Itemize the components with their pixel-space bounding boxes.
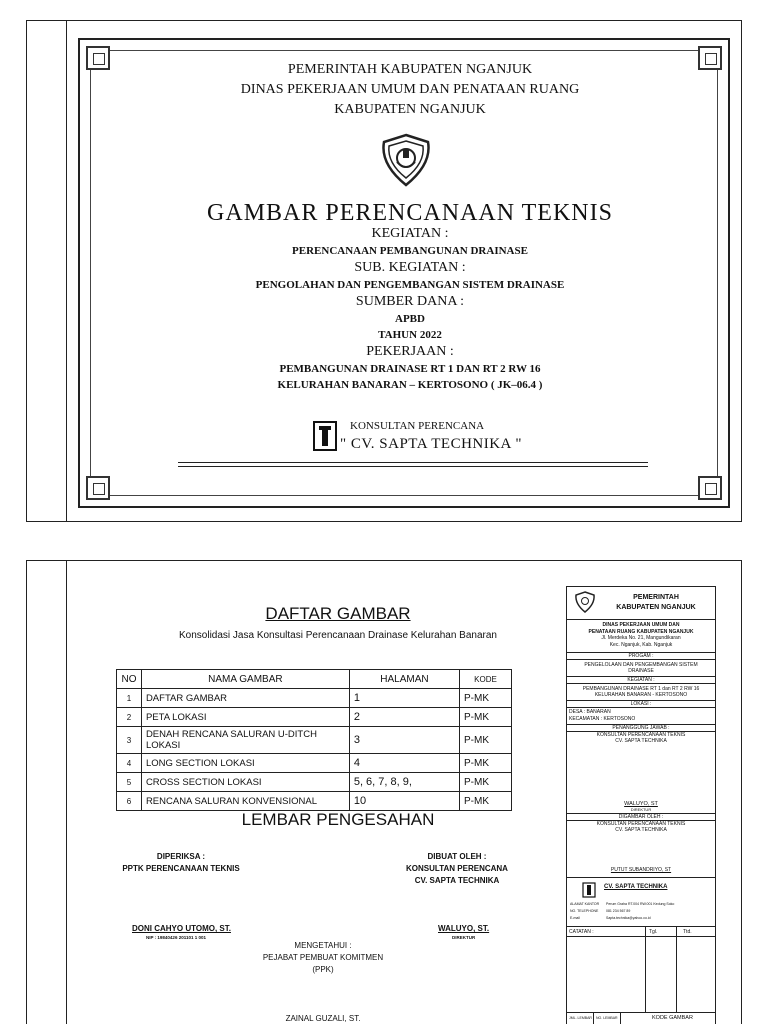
tb-pj-title: DIREKTUR [630, 807, 652, 812]
cell-no: 5 [117, 773, 142, 792]
cover-header-line: DINAS PEKERJAAN UMUM DAN PENATAAN RUANG [240, 82, 580, 97]
sapta-technika-small-icon [582, 882, 596, 898]
table-row [117, 708, 512, 727]
tb-project-info [566, 652, 716, 762]
kegiatan-label: KEGIATAN : [371, 226, 449, 241]
cell-kode: P-MK [460, 792, 512, 811]
tb-gov-line: KABUPATEN NGANJUK [616, 604, 696, 611]
cell-no: 6 [117, 792, 142, 811]
tb-gov-text [600, 593, 712, 613]
cell-kode: P-MK [460, 689, 512, 708]
tb-address-line: Kec. Nganjuk, Kab. Nganjuk [609, 641, 673, 648]
tb-lokasi-label: LOKASI : [566, 700, 716, 708]
checker-role: PPTK PERENCANAAN TEKNIS [122, 864, 240, 873]
tb-program-label: PROGAM : [566, 652, 716, 660]
pekerjaan-label: PEKERJAAN : [366, 344, 454, 359]
cell-halaman: 3 [349, 727, 459, 754]
tb-cv-addr: Perum Graha RT.004 RW.001 Kedung Soko [606, 902, 675, 906]
tb-no-lembar-label: NO. LEMBAR [596, 1016, 618, 1020]
table-header: NAMA GAMBAR [141, 670, 349, 689]
tb-kecamatan: KECAMATAN : KERTOSONO [569, 716, 636, 722]
table-row [117, 689, 512, 708]
tb-pj-sign [566, 801, 716, 833]
tb-column-line [593, 1012, 594, 1024]
daftar-title: DAFTAR GAMBAR [265, 604, 411, 623]
cell-nama: LONG SECTION LOKASI [141, 754, 349, 773]
pekerjaan-line: PEMBANGUNAN DRAINASE RT 1 DAN RT 2 RW 16 [279, 363, 541, 375]
daftar-subtitle: Konsolidasi Jasa Konsultasi Perencanaan Drainase Kelurahan Banaran [179, 630, 497, 641]
konsultan-label: KONSULTAN PERENCANA [350, 420, 485, 432]
table-header: HALAMAN [349, 670, 459, 689]
checker-nip: NIP : 19840426 201101 1 001 [146, 935, 206, 940]
tb-pj-line: CV. SAPTA TECHNIKA [615, 738, 667, 744]
tb-footer [566, 1012, 716, 1024]
cell-no: 4 [117, 754, 142, 773]
binding-margin-line [66, 560, 67, 1024]
cell-nama: DAFTAR GAMBAR [141, 689, 349, 708]
tb-catatan-label: CATATAN : [569, 929, 594, 935]
cover-header-line: PEMERINTAH KABUPATEN NGANJUK [287, 62, 533, 77]
tb-gov-line: PEMERINTAH [633, 594, 679, 601]
cell-nama: RENCANA SALURAN KONVENSIONAL [141, 792, 349, 811]
cell-halaman: 1 [349, 689, 459, 708]
approver-role: (PPK) [312, 965, 334, 974]
binding-margin-line [66, 20, 67, 522]
checker-name: DONI CAHYO UTOMO, ST. [132, 924, 231, 933]
tb-kegiatan-label: KEGIATAN : [566, 676, 716, 684]
tb-pj-name: WALUYO, ST [624, 801, 658, 807]
tb-column-line [620, 1012, 621, 1024]
tb-cv-tel-label: NO. TELEPHONE [570, 909, 599, 913]
table-header-row [117, 670, 512, 689]
cell-kode: P-MK [460, 727, 512, 754]
pekerjaan-line: KELURAHAN BANARAN – KERTOSONO ( JK–06.4 ) [277, 379, 543, 391]
drawing-list-table [116, 669, 512, 811]
tb-pj-line: KONSULTAN PERENCANAAN TEKNIS [596, 732, 686, 738]
tb-address-line: Jl. Merdeka No. 21, Mangundikaran [601, 635, 681, 641]
cell-no: 3 [117, 727, 142, 754]
tb-dg-name: PUTUT SUBANDRIYO, ST [610, 867, 672, 873]
tb-dinas [566, 622, 716, 648]
tb-gov-header [566, 586, 716, 620]
konsultan-name: " CV. SAPTA TECHNIKA " [340, 436, 522, 452]
cell-no: 2 [117, 708, 142, 727]
maker-name: WALUYO, ST. [438, 924, 490, 933]
tb-cv-block [566, 877, 716, 927]
pengesahan-title: LEMBAR PENGESAHAN [241, 810, 435, 829]
kegiatan-value: PERENCANAAN PEMBANGUNAN DRAINASE [292, 245, 528, 257]
tb-catatan-header [566, 927, 716, 937]
table-header: NO [117, 670, 142, 689]
maker-role: KONSULTAN PERENCANA [406, 864, 508, 873]
table-row [117, 792, 512, 811]
tb-tgl-label: Tgl. [649, 929, 658, 935]
tb-dinas-line: DINAS PEKERJAAN UMUM DAN [602, 622, 680, 628]
checker-role: DIPERIKSA : [156, 852, 206, 861]
cell-no: 1 [117, 689, 142, 708]
sumber-dana-label: SUMBER DANA : [355, 294, 465, 309]
cell-nama: CROSS SECTION LOKASI [141, 773, 349, 792]
tb-cv-tel: 081 234 567 89 [606, 909, 631, 913]
checker-block [96, 851, 266, 875]
tahun-value: TAHUN 2022 [378, 329, 442, 341]
maker-block [372, 851, 542, 887]
maker-role: DIBUAT OLEH : [427, 852, 487, 861]
tb-cv-email: Sapta.technika@yahoo.co.id [606, 916, 651, 920]
cell-kode: P-MK [460, 754, 512, 773]
tb-cv-addr-label: ALAMAT KANTOR [570, 902, 600, 906]
cover-divider [178, 466, 648, 467]
tb-cv-email-label: E-mail [570, 916, 580, 920]
cell-halaman: 4 [349, 754, 459, 773]
tb-pj-label: PENANGGUNG JAWAB : [566, 724, 716, 732]
tb-program: PENGELOLAAN DAN PENGEMBANGAN SISTEM DRAINASE [584, 662, 698, 674]
cell-halaman: 2 [349, 708, 459, 727]
tb-kode-gambar-label: KODE GAMBAR [652, 1015, 693, 1021]
cover-title: GAMBAR PERENCANAAN TEKNIS [207, 200, 613, 226]
tb-digambar-line: KONSULTAN PERENCANAAN TEKNIS [596, 821, 686, 827]
table-header: KODE [460, 670, 512, 689]
tb-ttd-label: Ttd. [683, 929, 692, 935]
cover-header-line: KABUPATEN NGANJUK [334, 102, 486, 117]
nganjuk-emblem-icon [376, 132, 436, 188]
approver-name: ZAINAL GUZALI, ST. [285, 1014, 361, 1023]
sapta-technika-logo-icon [312, 420, 338, 452]
cover-divider [178, 462, 648, 463]
tb-digambar-label: DIGAMBAR OLEH : [566, 813, 716, 821]
cover-header [100, 60, 720, 120]
approver-role: PEJABAT PEMBUAT KOMITMEN [262, 953, 384, 962]
approver-role: MENGETAHUI : [294, 941, 352, 950]
tb-column-line [676, 927, 677, 1012]
cell-kode: P-MK [460, 708, 512, 727]
sub-kegiatan-value: PENGOLAHAN DAN PENGEMBANGAN SISTEM DRAINASE [255, 279, 565, 291]
tb-cv-name: CV. SAPTA TECHNIKA [604, 884, 668, 890]
sub-kegiatan-label: SUB. KEGIATAN : [354, 260, 466, 275]
frame-corner-ornament [698, 476, 722, 500]
approver-block [238, 940, 408, 976]
table-row [117, 727, 512, 754]
cell-halaman: 10 [349, 792, 459, 811]
tb-column-line [645, 927, 646, 1012]
nganjuk-emblem-small-icon [574, 591, 596, 613]
sumber-dana-value: APBD [395, 313, 425, 325]
tb-jml-lembar-label: JML. LEMBAR [569, 1016, 592, 1020]
tb-dinas-line: PENATAAN RUANG KABUPATEN NGANJUK [588, 628, 694, 635]
maker-role: CV. SAPTA TECHNIKA [414, 876, 500, 885]
tb-digambar-line: CV. SAPTA TECHNIKA [615, 827, 667, 833]
table-row [117, 754, 512, 773]
cell-halaman: 5, 6, 7, 8, 9, [349, 773, 459, 792]
maker-title: DIREKTUR [452, 935, 476, 940]
tb-desa: DESA : BANARAN [569, 709, 611, 715]
tb-kegiatan: PEMBANGUNAN DRAINASE RT 1 dan RT 2 RW 16 KELURAHAN BANARAN - KERTOSONO [582, 686, 700, 698]
table-row [117, 773, 512, 792]
cell-kode: P-MK [460, 773, 512, 792]
cell-nama: DENAH RENCANA SALURAN U-DITCH LOKASI [141, 727, 349, 754]
cell-nama: PETA LOKASI [141, 708, 349, 727]
frame-corner-ornament [86, 476, 110, 500]
